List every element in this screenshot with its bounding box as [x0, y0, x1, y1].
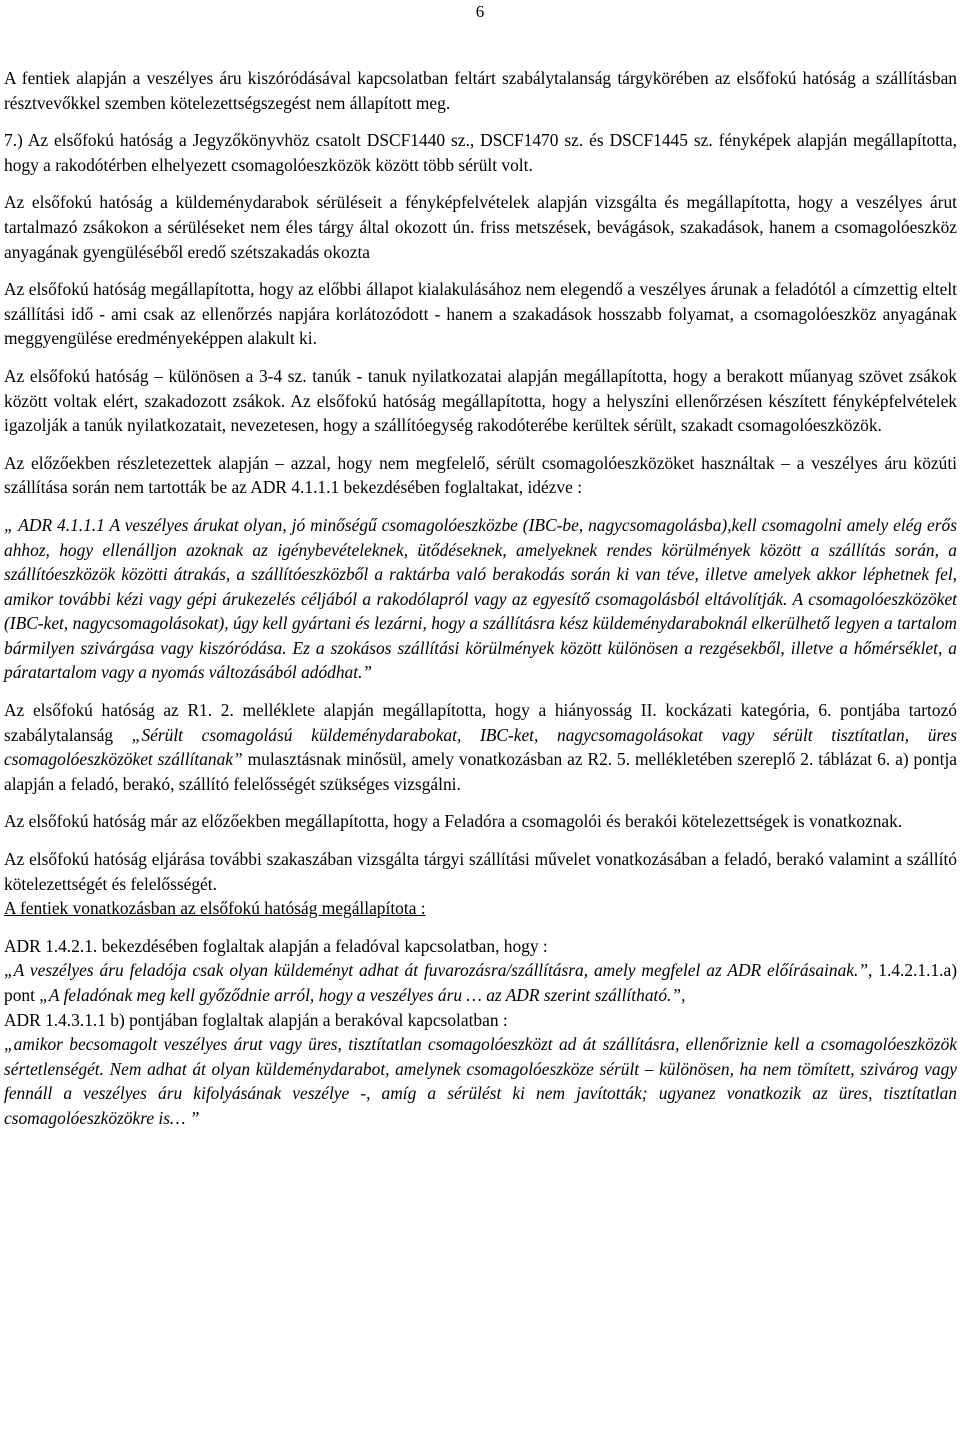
paragraph-4: Az elsőfokú hatóság megállapította, hogy az előbbi állapot kialakulásához nem elegendő a veszélyes árunak a feladótól a címzettig eltelt szállítási idő - ami csak az ellenőrzés napjára korlátozódott - hanem a szakadások hosszabb folyamat, a csomagolóeszköz anyagának meggyengülése eredményeképpen alakult ki.: [4, 279, 957, 349]
paragraph-2: 7.) Az elsőfokú hatóság a Jegyzőkönyvhöz csatolt DSCF1440 sz., DSCF1470 sz. és DSCF1445 sz. fényképek alapján megállapította, hogy a rakodótérben elhelyezett csomagolóeszközök között több sérült volt.: [4, 130, 957, 175]
paragraph-10: Az elsőfokú hatóság eljárása további szakaszában vizsgálta tárgyi szállítási művelet vonatkozásában a feladó, berakó valamint a szállító kötelezettségét és felelősségét.: [4, 849, 957, 894]
paragraph-1: A fentiek alapján a veszélyes áru kiszóródásával kapcsolatban feltárt szabálytalanság tárgykörében az elsőfokú hatóság a szállításban résztvevőkkel szemben kötelezettségszegést nem állapított meg.: [4, 68, 957, 113]
paragraph-14: ADR 1.4.3.1.1 b) pontjában foglaltak alapján a berakóval kapcsolatban :: [4, 1009, 508, 1030]
adr-4111-quote: „ ADR 4.1.1.1 A veszélyes árukat olyan, jó minőségű csomagolóeszközbe (IBC-be, nagycsomagolásba),kell csomagolni amely elég erős ahhoz, hogy ellenálljon azoknak az igénybevételeknek, ütődéseknek, amelyeknek rendes körülmények között a szállítás során, a szállítóeszközök közötti átrakás, a szállítóeszközből a raktárba való berakodás során ki van téve, illetve amelyek akkor léphetnek fel, amikor további kézi vagy gépi árukezelés céljából a rakodólapról vagy az egyesítő csomagolásból eltávolítják. A csomagolóeszközöket (IBC-ket, nagycsomagolásokat), úgy kell gyártani és lezárni, hogy a szállításra kész küldeménydaraboknál elkerülhető legyen a tartalom bármilyen szivárgása vagy kiszóródása. Ez a szokásos szállítási körülmények között különösen a rezgésekből, illetve a hőmérséklet, a páratartalom vagy a nyomás változásából adódhat.”: [4, 514, 957, 683]
paragraph-8-text-c: mulasztásnak minősül, amely vonatkozásban az R2. 5. mellékletében szereplő 2. táblázat 6. a) pontja alapján a feladó, berakó, szállító felelősségét szükséges vizsgálni.: [4, 749, 957, 794]
paragraph-15-quote: „amikor becsomagolt veszélyes árut vagy üres, tisztítatlan csomagolóeszközt ad át szállításra, ellenőriznie kell a csomagolóeszközök sértetlenségét. Nem adhat át olyan küldeménydarabot, amelynek csomagolóeszköze sérült – különösen, ha nem tömített, szivárog vagy fennáll a veszélyes áru kifolyásának veszélye -, amíg a sérülést ki nem javították; ugyanez vonatkozik az üres, tisztítatlan csomagolóeszközökre is… ”: [4, 1034, 957, 1128]
paragraph-8-text-a: Az elsőfokú hatóság az R1. 2. melléklete alapján megállapította, hogy a hiányosság II. kockázati kategória, 6. pontjába tartozó szabálytalanság: [4, 700, 957, 745]
paragraph-9: Az elsőfokú hatóság már az előzőekben megállapította, hogy a Feladóra a csomagolói és berakói kötelezettségek is vonatkoznak.: [4, 811, 903, 832]
paragraph-8-quote: „Sérült csomagolású küldeménydarabokat, IBC-ket, nagycsomagolásokat vagy sérült tisztítatlan, üres csomagolóeszközöket szállítanak”: [4, 724, 957, 770]
paragraph-6: Az előzőekben részletezettek alapján – azzal, hogy nem megfelelő, sérült csomagolóeszközöket használtak – a veszélyes áru közúti szállítása során nem tartották be az ADR 4.1.1.1 bekezdésében foglaltakat, idézve :: [4, 452, 957, 498]
paragraph-13-quote-c: „A feladónak meg kell győződnie arról, hogy a veszélyes áru … az ADR szerint szállítható.”,: [39, 985, 686, 1005]
document-body: [4, 66, 957, 1131]
paragraph-12: ADR 1.4.2.1. bekezdésében foglaltak alapján a feladóval kapcsolatban, hogy :: [4, 935, 548, 956]
findings-heading: A fentiek vonatkozásban az elsőfokú hatóság megállapítota :: [4, 898, 426, 919]
paragraph-13: [4, 958, 957, 1007]
paragraph-8: [4, 698, 957, 796]
paragraph-5: Az elsőfokú hatóság – különösen a 3-4 sz. tanúk - tanuk nyilatkozatai alapján megállapította, hogy a berakott műanyag szövet zsákok között voltak elért, szakadozott zsákok. Az elsőfokú hatóság megállapította, hogy a helyszíni ellenőrzésen készített fényképfelvételek igazolják a tanúk nyilatkozatait, nevezetesen, hogy a szállítóegység rakodóterébe kerültek sérült, szakadt csomagolóeszközök.: [4, 365, 957, 436]
page-number: 6: [475, 2, 485, 21]
paragraph-13-quote-a: „A veszélyes áru feladója csak olyan küldeményt adhat át fuvarozásra/szállításra, amely megfelel az ADR előírásainak.”: [4, 960, 869, 981]
paragraph-15: [4, 1032, 957, 1130]
adr-quote-paragraph: [4, 513, 957, 685]
paragraph-3: Az elsőfokú hatóság a küldeménydarabok sérüléseit a fényképfelvételek alapján vizsgálta és megállapította, hogy a veszélyes árut tartalmazó zsákokon a sérüléseket nem éles tárgy által okozott ún. friss metszések, bevágások, szakadások, hanem a csomagolóeszköz anyagának gyengüléséből eredő szétszakadás okozta: [4, 192, 957, 262]
paragraph-13-text-b: , 1.4.2.1.1.a) pont: [4, 960, 958, 1005]
